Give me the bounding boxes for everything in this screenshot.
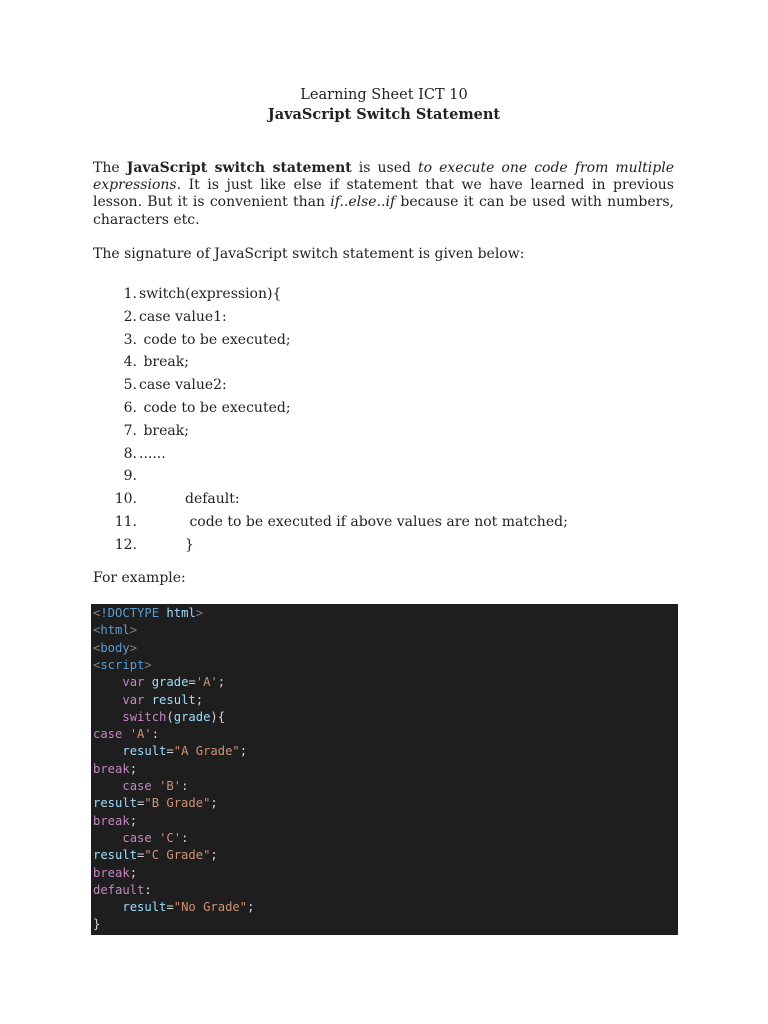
code-token: 'B' [159,779,182,793]
code-token: result [93,848,138,863]
code-token: < [93,623,101,638]
code-token [144,693,151,707]
intro-italic-purpose: to execute one code from multiple expressions. [93,160,674,194]
syntax-list-number: 4. [123,354,137,371]
code-token: script [100,657,145,672]
code-token: "A Grade" [173,744,240,759]
code-token: result [93,796,138,811]
code-line [93,900,254,917]
syntax-list-number: 5. [123,377,137,394]
code-line [93,831,188,848]
code-token [93,744,122,758]
code-token: < [93,640,101,655]
syntax-list-text: case value1: [139,308,227,325]
syntax-list-number: 1. [123,286,137,302]
syntax-list-number: 9. [123,468,137,485]
code-token [144,675,151,689]
code-token: grade [173,709,211,724]
code-line [93,623,137,640]
intro-text-4: because it can be used with numbers, characters etc. [93,194,674,228]
syntax-list-number: 3. [123,331,137,348]
code-token: "C Grade" [144,848,211,863]
code-token: break [93,813,130,828]
syntax-list-text: ...... [139,445,166,462]
code-token: "No Grade" [173,900,248,915]
syntax-list-text: code to be executed; [139,331,291,348]
syntax-list-text: default: [185,491,240,508]
syntax-list-text: break; [139,422,189,439]
code-token: "B Grade" [144,796,211,811]
code-token: > [195,606,204,620]
code-line [93,779,188,796]
code-line [93,744,247,761]
intro-paragraph [93,160,674,229]
code-token: html [100,623,130,638]
code-token: default [93,882,145,897]
code-token: grade [151,675,189,690]
code-token: ){ [210,709,226,724]
code-token: > [144,657,152,672]
intro-text-2: is used [351,160,419,176]
intro-text-3: It is just like else if statement that we have learned in previous lesson. But it is convenient than [93,177,674,211]
code-line [93,814,137,831]
code-token: html [166,606,196,620]
code-token: < [93,657,101,672]
code-line [93,762,137,779]
code-token: break [93,761,130,776]
code-line [93,727,159,744]
code-token: case [93,727,123,742]
code-token: var [122,675,145,690]
code-token: var [122,692,145,707]
code-token: ; [239,744,248,759]
syntax-list-number: 2. [123,308,137,325]
intro-text-1: The [93,160,127,176]
code-token: result [151,692,196,707]
code-token: : [181,830,189,845]
code-token [152,779,159,793]
code-line [93,848,218,865]
code-line [93,641,137,658]
sheet-title: Learning Sheet ICT 10 [300,87,468,103]
code-line [93,796,218,813]
code-token: result [122,744,167,759]
code-token: ( [166,709,174,724]
code-token: = [188,675,196,690]
code-block [91,604,678,935]
code-line [93,710,225,727]
code-token [93,710,122,724]
syntax-list-text: break; [139,354,189,371]
code-line [93,606,203,623]
intro-italic-ifelse: if..else..if [330,194,396,211]
code-token: : [151,727,160,742]
syntax-list-text: code to be executed if above values are not matched; [185,514,568,530]
code-token: } [93,917,101,932]
code-token: > [129,623,138,638]
code-token: ; [129,761,138,776]
code-token: !DOCTYPE [100,606,167,620]
code-token [93,779,122,793]
code-token: ; [217,675,226,690]
code-token: = [137,848,145,863]
code-token [122,727,129,741]
syntax-list-text: code to be executed; [139,400,291,416]
syntax-list-number: 12. [114,536,137,553]
syntax-list-text: switch(expression){ [139,286,282,302]
code-token: = [137,796,145,811]
code-token: ; [129,865,138,880]
syntax-list-text: case value2: [139,377,227,394]
code-token [93,693,122,707]
code-token: result [122,900,167,915]
code-token: < [93,606,101,620]
code-token: body [100,640,130,655]
lesson-title: JavaScript Switch Statement [267,106,501,123]
code-line [93,866,137,883]
syntax-list-number: 11. [114,514,137,530]
code-token: case [122,779,152,793]
syntax-list-number: 8. [123,445,137,462]
code-line [93,693,203,710]
code-token: 'C' [159,830,182,845]
code-line [93,917,100,934]
code-token: ; [247,900,255,915]
code-line [93,675,225,692]
code-token: ; [195,692,204,707]
code-token: 'A' [195,675,218,690]
code-token [93,675,122,689]
syntax-list-number: 10. [114,491,137,508]
syntax-list-number: 6. [123,400,137,416]
code-token: = [166,900,174,915]
signature-text: The signature of JavaScript switch statement is given below: [93,246,525,262]
code-token [93,831,122,845]
code-token: : [181,779,189,793]
code-token: case [122,830,152,845]
code-token: ; [210,848,218,863]
code-token: ; [129,813,138,828]
syntax-list-text: } [185,536,194,553]
code-line [93,883,152,900]
code-token: 'A' [129,727,152,742]
code-token: = [166,744,174,759]
code-token: break [93,865,130,880]
code-token [152,831,159,845]
code-token [93,900,122,914]
code-line [93,658,152,675]
intro-bold-term: JavaScript switch statement [126,160,352,176]
code-token: > [129,640,138,655]
code-token: ; [210,796,218,811]
code-token: : [144,882,152,897]
code-token: switch [122,709,167,724]
syntax-list-number: 7. [123,422,137,439]
example-label: For example: [93,570,186,586]
